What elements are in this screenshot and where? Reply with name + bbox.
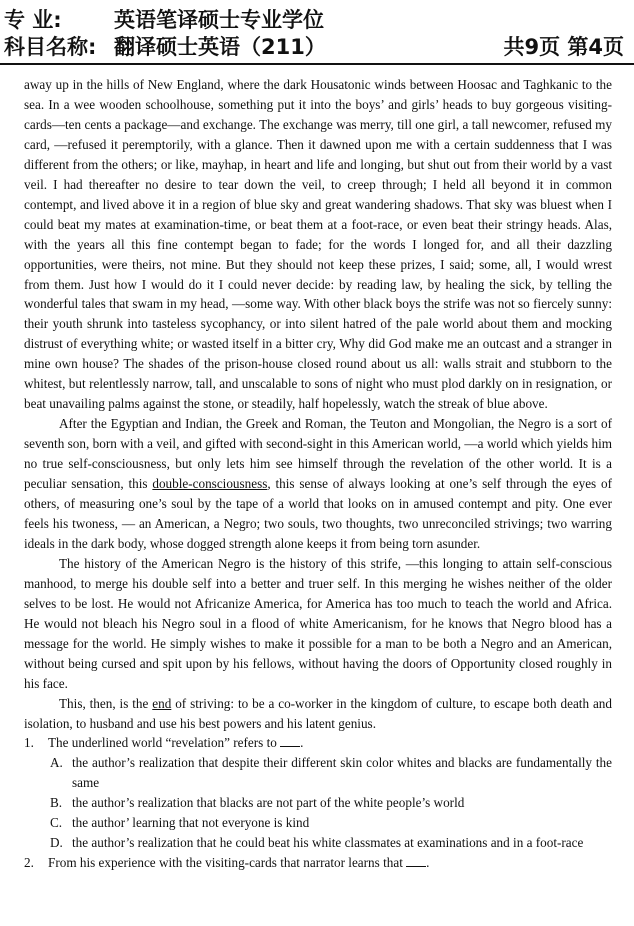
question-2 xyxy=(24,853,612,873)
major-row xyxy=(4,8,624,32)
underlined-term-end: end xyxy=(152,695,172,711)
subject-value: 翻译硕士英语（211） xyxy=(114,35,326,59)
major-value: 英语笔译硕士专业学位 xyxy=(114,8,324,32)
paragraph-2-text-start: After the Egyptian and Indian, the Greek and Roman, the Teuton and Mongolian, the Negro is a sort of seventh son, born with a veil, and gifted with second-sight in this American world, —a world which yields him no true self-consciousness, but only lets him see himself through the revelation of the other world. It is a peculiar sensation, this xyxy=(24,416,612,492)
question-number: 1. xyxy=(24,735,34,751)
question-end: . xyxy=(300,735,304,751)
passage-paragraph-3: The history of the American Negro is the history of this strife, —this longing to attain self-conscious manhood, to merge his double self into a better and truer self. In this merging he wishes neither of the older selves to be lost. He would not Africanize America, for America has too much to teach the world and Africa. He would not bleach his Negro soul in a flood of white Americanism, for he knows that Negro blood has a message for the world. He simply wishes to make it possible for a man to be both a Negro and an American, without being cursed and spit upon by his fellows, without having the doors of Opportunity closed roughly in his face. xyxy=(24,555,612,691)
option-text: the author’s realization that he could beat his white classmates at examinations and in a foot-race xyxy=(72,835,584,851)
paragraph-4-text-end: of striving: to be a co-worker in the kingdom of culture, to escape both death and isolation, to husband and use his best powers and his latent genius. xyxy=(24,695,612,731)
option-text: the author’s realization that despite their different skin color whites and blacks are fundamentally the same xyxy=(72,755,612,791)
question-1-option-c xyxy=(24,813,612,833)
major-label: 专 业: xyxy=(4,8,62,32)
option-letter: A. xyxy=(50,755,63,771)
header-rule xyxy=(0,63,634,65)
subject-label: 科目名称: xyxy=(4,35,97,59)
question-stem: The underlined world “revelation” refers to xyxy=(48,735,277,751)
paragraph-2-text-end: , this sense of always looking at one’s self through the eyes of others, of measuring one’s soul by the tape of a world that looks on in amused contempt and pity. One ever feels his twoness, — an American, a Negro; two souls, two thoughts, two unreconciled strivings; two warring ideals in the dark body, whose dogged strength alone keeps it from being torn asunder. xyxy=(24,476,612,551)
passage-paragraph-1: away up in the hills of New England, where the dark Housatonic winds between Hoosac and Taghkanic to the sea. In a wee wooden schoolhouse, something put it into the boys’ and girls’ heads to buy gorgeous visiting-cards—ten cents a package—and exchange. The exchange was merry, till one girl, a tall newcomer, refused my card, —refused it peremptorily, with a glance. Then it dawned upon me with a certain suddenness that I was different from the others; or like, mayhap, in heart and life and longing, but shut out from their world by a vast veil. I had thereafter no desire to tear down the veil, to creep through; I held all beyond it in common contempt, and lived above it in a region of blue sky and great wandering shadows. That sky was bluest when I could beat my mates at examination-time, or beat them at a foot-race, or even beat their stringy heads. Alas, with the years all this fine contempt began to fade; for the words I longed for, and all their dazzling opportunities, were theirs, not mine. But they should not keep these prizes, I said; some, all, I would wrest from them. Just how I would do it I could never decide: by reading law, by healing the sick, by telling the wonderful tales that swam in my head, —some way. With other black boys the strife was not so fiercely sunny: their youth shrunk into tasteless sycophancy, or into silent hatred of the pale world about them and mocking distrust of everything white; or wasted itself in a bitter cry, Why did God make me an outcast and a stranger in mine own house? The shades of the prison-house closed round about us all: walls strait and stubborn to the whitest, but relentlessly narrow, tall, and unscalable to sons of night who must plod darkly on in resignation, or beat unavailing palms against the stone, or steadily, half hopelessly, watch the streak of blue above. xyxy=(24,77,612,412)
passage-paragraph-2 xyxy=(24,414,612,554)
option-letter: B. xyxy=(50,795,63,811)
answer-blank xyxy=(280,735,300,747)
option-text: the author’ learning that not everyone is kind xyxy=(72,815,310,831)
question-number: 2. xyxy=(24,855,34,871)
option-text: the author’s realization that blacks are not part of the white people’s world xyxy=(72,795,465,811)
passage-paragraph-4 xyxy=(24,694,612,734)
option-letter: C. xyxy=(50,815,63,831)
option-letter: D. xyxy=(50,835,63,851)
answer-blank xyxy=(406,855,426,867)
question-1-option-d xyxy=(24,833,612,853)
exam-content xyxy=(24,75,612,873)
question-stem: From his experience with the visiting-cards that narrator learns that xyxy=(48,855,403,871)
underlined-term-double-consciousness: double-consciousness xyxy=(152,476,268,492)
exam-header xyxy=(0,0,634,66)
page-count: 共9页 第4页 xyxy=(503,35,624,59)
question-1-option-b xyxy=(24,793,612,813)
subject-row xyxy=(4,35,624,59)
question-1 xyxy=(24,733,612,753)
question-1-option-a xyxy=(24,753,612,793)
paragraph-4-text-start: This, then, is the xyxy=(59,695,153,711)
question-end: . xyxy=(426,855,430,871)
